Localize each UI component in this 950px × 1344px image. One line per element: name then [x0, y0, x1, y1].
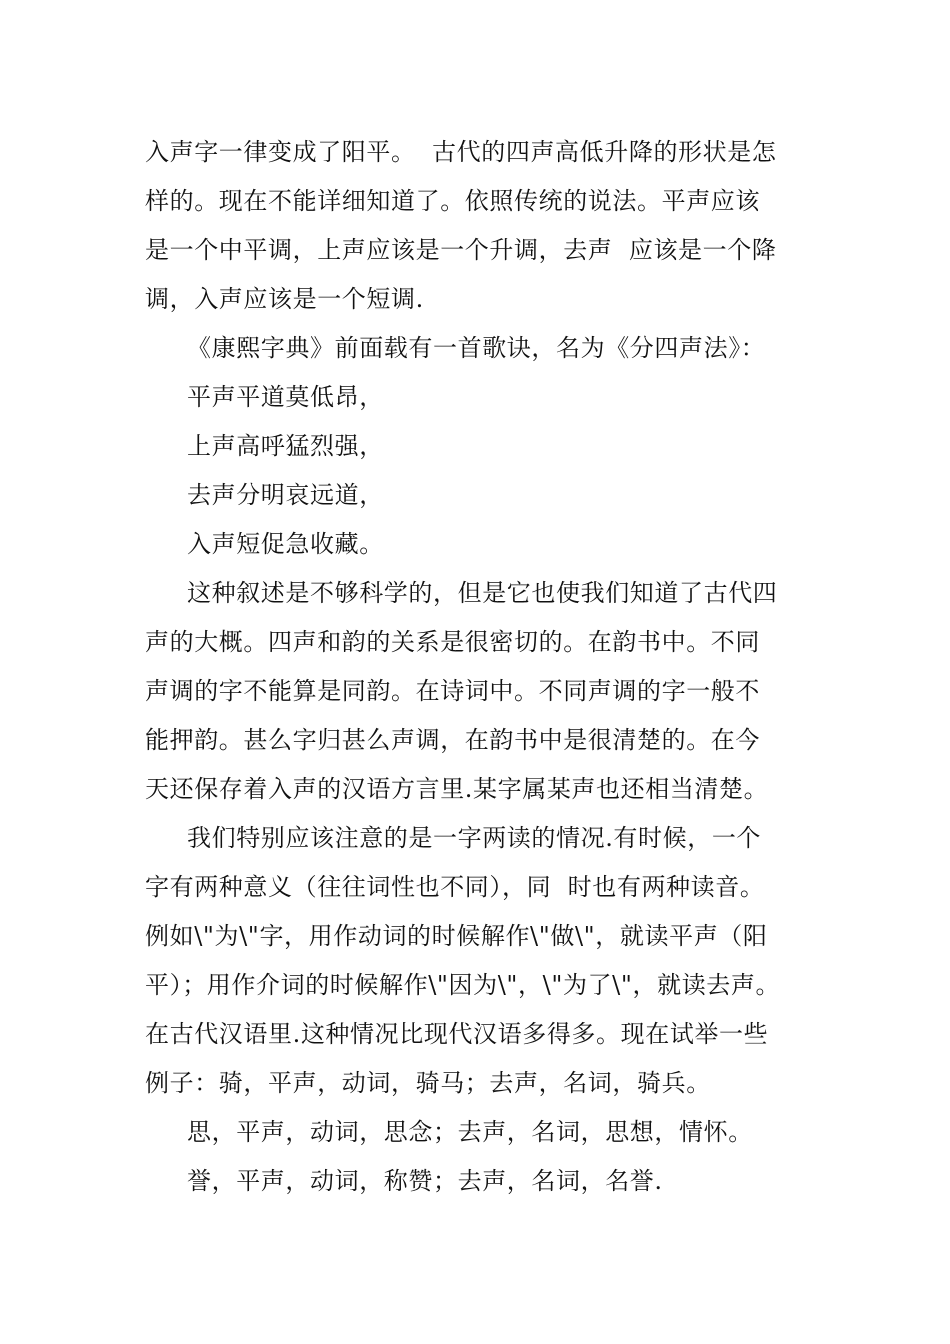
text-line-17: 例如\"为\"字，用作动词的时候解作\"做\"，就读平声（阳 — [145, 922, 768, 950]
text-line-16: 字有两种意义（往往词性也不同），同 时也有两种读音。 — [145, 873, 765, 901]
text-line-20: 例子：骑，平声，动词，骑马；去声，名词，骑兵。 — [145, 1069, 711, 1097]
poem-line-3: 去声分明哀远道， — [187, 481, 384, 509]
poem-line-2: 上声高呼猛烈强， — [187, 432, 384, 460]
document-page — [145, 128, 845, 1206]
text-line-19: 在古代汉语里.这种情况比现代汉语多得多。现在试举一些 — [145, 1020, 769, 1048]
text-line-2: 样的。现在不能详细知道了。依照传统的说法。平声应该 — [145, 187, 760, 215]
text-line-22: 誉，平声，动词，称赞；去声，名词，名誉. — [187, 1167, 663, 1195]
text-line-1: 入声字一律变成了阳平。 古代的四声高低升降的形状是怎 — [145, 138, 777, 166]
text-line-15: 我们特别应该注意的是一字两读的情况.有时候，一个 — [187, 824, 762, 852]
text-line-10: 这种叙述是不够科学的，但是它也使我们知道了古代四 — [187, 579, 778, 607]
text-line-4: 调，入声应该是一个短调. — [145, 285, 424, 313]
text-line-14: 天还保存着入声的汉语方言里.某字属某声也还相当清楚。 — [145, 775, 769, 803]
text-line-21: 思，平声，动词，思念；去声，名词，思想，情怀。 — [187, 1118, 753, 1146]
text-line-12: 声调的字不能算是同韵。在诗词中。不同声调的字一般不 — [145, 677, 760, 705]
text-line-3: 是一个中平调，上声应该是一个升调，去声 应该是一个降 — [145, 236, 777, 264]
text-line-18: 平）；用作介词的时候解作\"因为\"，\"为了\"，就读去声。 — [145, 971, 781, 999]
poem-line-1: 平声平道莫低昂， — [187, 383, 384, 411]
poem-line-4: 入声短促急收藏。 — [187, 530, 384, 558]
text-line-13: 能押韵。甚么字归甚么声调，在韵书中是很清楚的。在今 — [145, 726, 760, 754]
text-line-5: 《康熙字典》前面载有一首歌诀，名为《分四声法》： — [187, 334, 766, 362]
text-line-11: 声的大概。四声和韵的关系是很密切的。在韵书中。不同 — [145, 628, 760, 656]
